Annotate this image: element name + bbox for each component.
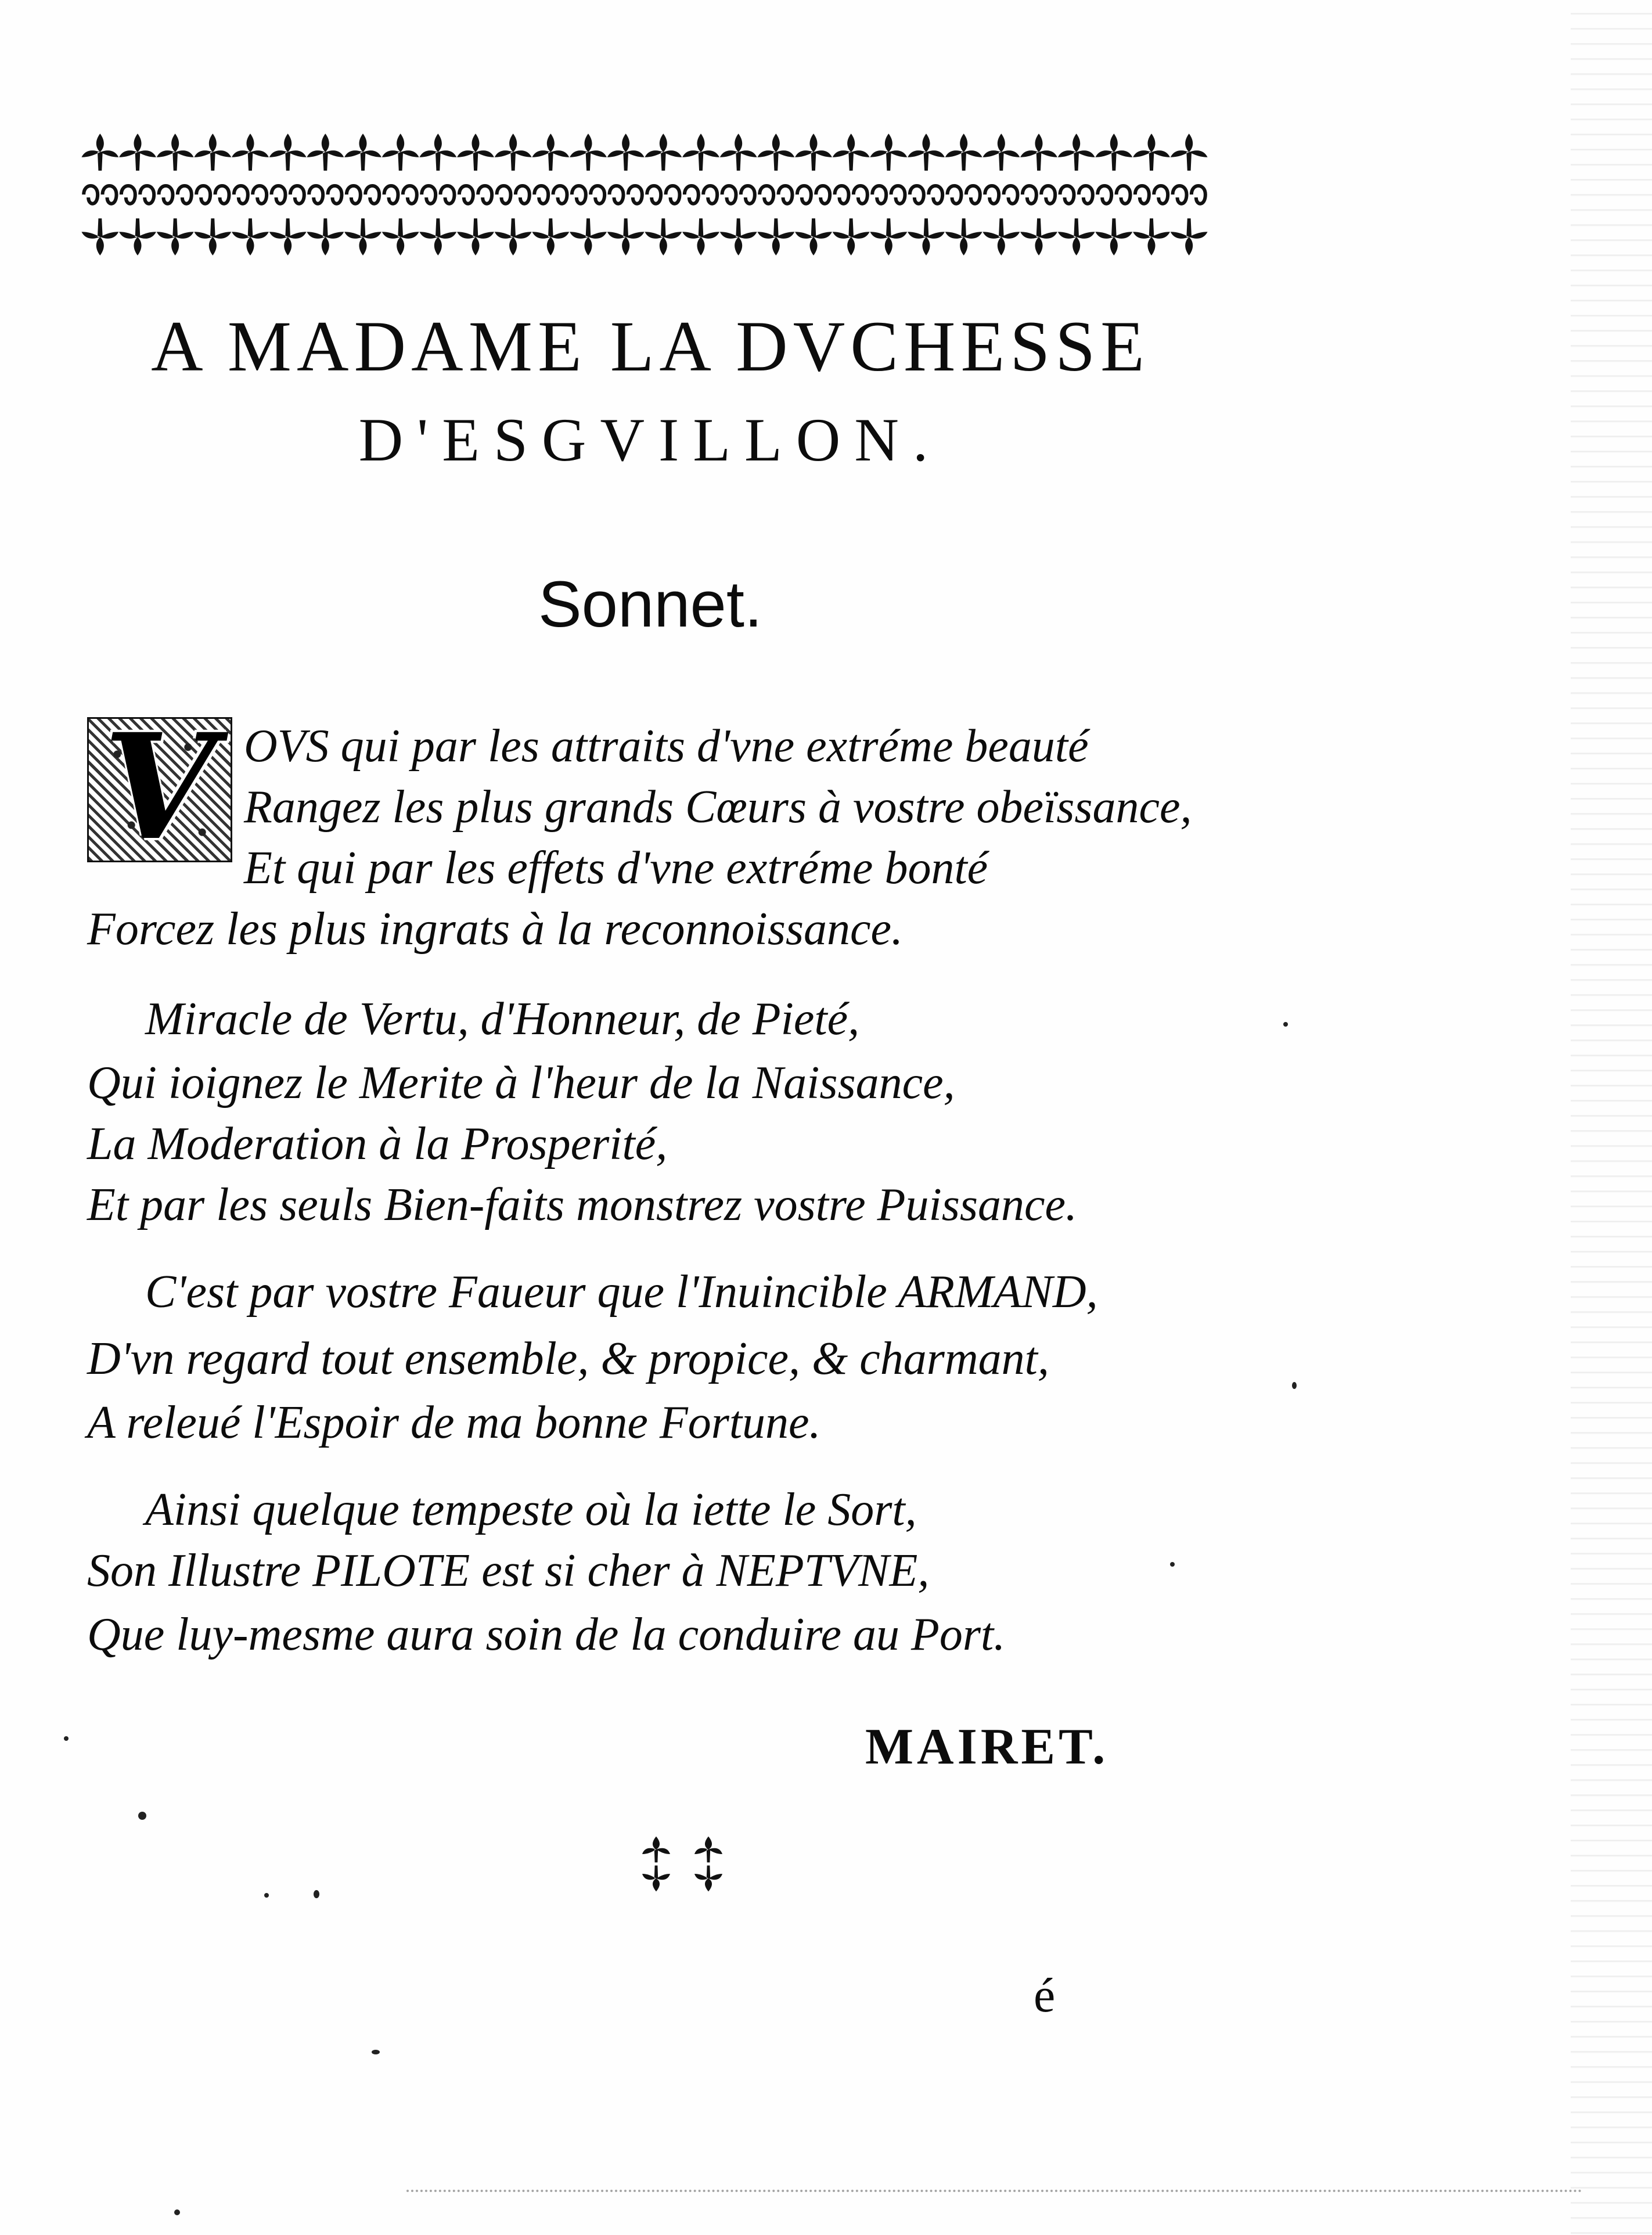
fleuron-ornament — [457, 218, 494, 255]
ink-speck — [138, 1812, 146, 1820]
poem-line: Forcez les plus ingrats à la reconnoissance. — [87, 904, 904, 955]
fleuron-ornament — [81, 134, 118, 171]
scroll-ornament — [1117, 186, 1131, 204]
scroll-ornament — [572, 186, 586, 204]
fleuron-ornament — [232, 218, 269, 255]
initial-letter: V — [103, 717, 216, 862]
scroll-ornament — [215, 186, 229, 204]
poem-line: Et qui par les effets d'vne extréme bonté — [244, 843, 988, 894]
scroll-ornament — [741, 186, 755, 204]
ink-speck — [1170, 1562, 1175, 1567]
fleuron-ornament — [645, 218, 682, 255]
scroll-ornament — [797, 186, 811, 204]
fleuron-ornament — [457, 134, 494, 171]
scroll-ornament — [966, 186, 980, 204]
scroll-ornament — [178, 186, 192, 204]
scroll-ornament — [1173, 186, 1187, 204]
scroll-ornament — [1192, 186, 1205, 204]
fleuron-ornament — [720, 218, 757, 255]
fleuron-ornament — [344, 218, 381, 255]
fleuron-ornament — [532, 134, 569, 171]
dedication-subtitle: D'ESGVILLON. — [358, 406, 942, 474]
ink-speck — [174, 2209, 180, 2215]
tailpiece-ornament — [630, 1829, 735, 1899]
fleuron-ornament — [607, 134, 645, 171]
scroll-ornament — [403, 186, 417, 204]
scroll-ornament — [1041, 186, 1055, 204]
fleuron-ornament — [607, 218, 645, 255]
scroll-ornament — [553, 186, 567, 204]
headpiece-ornament — [81, 122, 1208, 267]
fleuron-ornament — [682, 218, 719, 255]
fleuron-ornament — [945, 134, 982, 171]
catchword: é — [1034, 1968, 1056, 2022]
ink-speck — [1292, 1382, 1297, 1389]
poem-line: A releué l'Espoir de ma bonne Fortune. — [87, 1397, 821, 1448]
fleuron-ornament — [833, 134, 870, 171]
fleuron-ornament — [307, 134, 344, 171]
fleuron-ornament — [1058, 134, 1095, 171]
fleuron-ornament — [419, 134, 456, 171]
fleuron-ornament — [682, 134, 719, 171]
scroll-ornament — [610, 186, 624, 204]
scroll-ornament — [234, 186, 248, 204]
fleuron-ornament — [1171, 134, 1208, 171]
ink-speck — [1283, 1022, 1288, 1027]
fleuron-ornament — [269, 218, 307, 255]
scroll-ornament — [1154, 186, 1168, 204]
scroll-ornament — [816, 186, 830, 204]
fleuron-ornament — [1133, 218, 1170, 255]
fleuron-ornament — [833, 218, 870, 255]
scroll-ornament — [928, 186, 942, 204]
scroll-ornament — [159, 186, 173, 204]
scroll-ornament — [534, 186, 548, 204]
ink-speck — [264, 1893, 269, 1898]
decorated-initial — [87, 717, 232, 862]
scroll-ornament — [628, 186, 642, 204]
scroll-ornament — [290, 186, 304, 204]
poem-line: Miracle de Vertu, d'Honneur, de Pieté, — [145, 994, 860, 1045]
ink-speck — [372, 2050, 380, 2054]
poem-line: Rangez les plus grands Cœurs à vostre obeïssance, — [244, 782, 1192, 833]
scroll-ornament — [497, 186, 511, 204]
scroll-ornament — [948, 186, 962, 204]
fleuron-ornament — [419, 218, 456, 255]
scroll-ornament — [1004, 186, 1018, 204]
fleuron-ornament — [1095, 134, 1132, 171]
fleuron-ornament — [795, 218, 832, 255]
fleuron-ornament — [1133, 134, 1170, 171]
fleuron-ornament — [694, 1866, 722, 1892]
page-bottom-edge — [406, 2190, 1582, 2200]
scroll-ornament — [347, 186, 361, 204]
fleuron-ornament — [382, 218, 419, 255]
poem-line: Qui ioignez le Merite à l'heur de la Naissance, — [87, 1057, 955, 1108]
scroll-ornament — [196, 186, 210, 204]
scroll-ornament — [103, 186, 117, 204]
scroll-ornament — [872, 186, 886, 204]
poem-heading: Sonnet. — [538, 568, 763, 640]
scroll-ornament — [478, 186, 492, 204]
scroll-ornament — [384, 186, 398, 204]
scroll-ornament — [666, 186, 680, 204]
poem-line: C'est par vostre Faueur que l'Inuincible ARMAND, — [145, 1266, 1098, 1318]
fleuron-ornament — [570, 218, 607, 255]
scroll-ornament — [1097, 186, 1111, 204]
fleuron-ornament — [119, 134, 156, 171]
scroll-ornament — [309, 186, 323, 204]
ink-speck — [64, 1736, 69, 1741]
scroll-ornament — [854, 186, 868, 204]
fleuron-ornament — [119, 218, 156, 255]
scroll-ornament — [685, 186, 699, 204]
fleuron-ornament — [232, 134, 269, 171]
fleuron-ornament — [1095, 218, 1132, 255]
dedication-title: A MADAME LA DVCHESSE — [151, 307, 1150, 386]
fleuron-ornament — [908, 134, 945, 171]
scroll-ornament — [1135, 186, 1149, 204]
page-edge-shadow — [1571, 0, 1652, 2235]
fleuron-ornament — [1171, 218, 1208, 255]
poem-line: OVS qui par les attraits d'vne extréme beauté — [244, 721, 1089, 772]
poem-line: D'vn regard tout ensemble, & propice, & charmant, — [87, 1333, 1049, 1384]
fleuron-ornament — [795, 134, 832, 171]
fleuron-ornament — [194, 134, 231, 171]
fleuron-ornament — [908, 218, 945, 255]
fleuron-ornament — [642, 1837, 670, 1863]
scroll-ornament — [910, 186, 924, 204]
scroll-ornament — [253, 186, 267, 204]
fleuron-ornament — [532, 218, 569, 255]
scroll-ornament — [140, 186, 154, 204]
fleuron-ornament — [344, 134, 381, 171]
fleuron-ornament — [757, 218, 794, 255]
fleuron-ornament — [194, 218, 231, 255]
fleuron-ornament — [870, 218, 907, 255]
scroll-ornament — [272, 186, 286, 204]
scroll-ornament — [441, 186, 455, 204]
fleuron-ornament — [157, 218, 194, 255]
fleuron-ornament — [1020, 134, 1057, 171]
scroll-ornament — [779, 186, 793, 204]
scroll-ornament — [760, 186, 773, 204]
fleuron-ornament — [945, 218, 982, 255]
fleuron-ornament — [982, 218, 1020, 255]
fleuron-ornament — [495, 218, 532, 255]
scroll-ornament — [1079, 186, 1093, 204]
ink-speck — [314, 1890, 319, 1898]
fleuron-ornament — [269, 134, 307, 171]
scroll-ornament — [703, 186, 717, 204]
scroll-ornament — [516, 186, 530, 204]
poem-line: Ainsi quelque tempeste où la iette le Sort, — [145, 1484, 917, 1535]
fleuron-ornament — [1058, 218, 1095, 255]
fleuron-ornament — [307, 218, 344, 255]
fleuron-ornament — [694, 1837, 722, 1863]
fleuron-ornament — [645, 134, 682, 171]
fleuron-ornament — [570, 134, 607, 171]
fleuron-ornament — [757, 134, 794, 171]
scroll-ornament — [591, 186, 604, 204]
fleuron-ornament — [982, 134, 1020, 171]
scroll-ornament — [422, 186, 436, 204]
scroll-ornament — [328, 186, 342, 204]
poem-line: Que luy-mesme aura soin de la conduire au Port. — [87, 1609, 1006, 1660]
scroll-ornament — [1060, 186, 1074, 204]
fleuron-ornament — [157, 134, 194, 171]
scroll-ornament — [891, 186, 905, 204]
fleuron-ornament — [495, 134, 532, 171]
poem-line: Son Illustre PILOTE est si cher à NEPTVNE, — [87, 1545, 930, 1596]
poem-line: Et par les seuls Bien-faits monstrez vostre Puissance. — [87, 1179, 1077, 1230]
scroll-ornament — [121, 186, 135, 204]
scroll-ornament — [647, 186, 661, 204]
author-signature: MAIRET. — [865, 1719, 1109, 1775]
scroll-ornament — [985, 186, 999, 204]
scroll-ornament — [84, 186, 98, 204]
fleuron-ornament — [382, 134, 419, 171]
scroll-ornament — [835, 186, 849, 204]
fleuron-ornament — [642, 1866, 670, 1892]
poem-line: La Moderation à la Prosperité, — [87, 1118, 668, 1169]
fleuron-ornament — [1020, 218, 1057, 255]
scroll-ornament — [365, 186, 379, 204]
fleuron-ornament — [870, 134, 907, 171]
scroll-ornament — [459, 186, 473, 204]
fleuron-ornament — [81, 218, 118, 255]
scroll-ornament — [1023, 186, 1036, 204]
scroll-ornament — [722, 186, 736, 204]
fleuron-ornament — [720, 134, 757, 171]
